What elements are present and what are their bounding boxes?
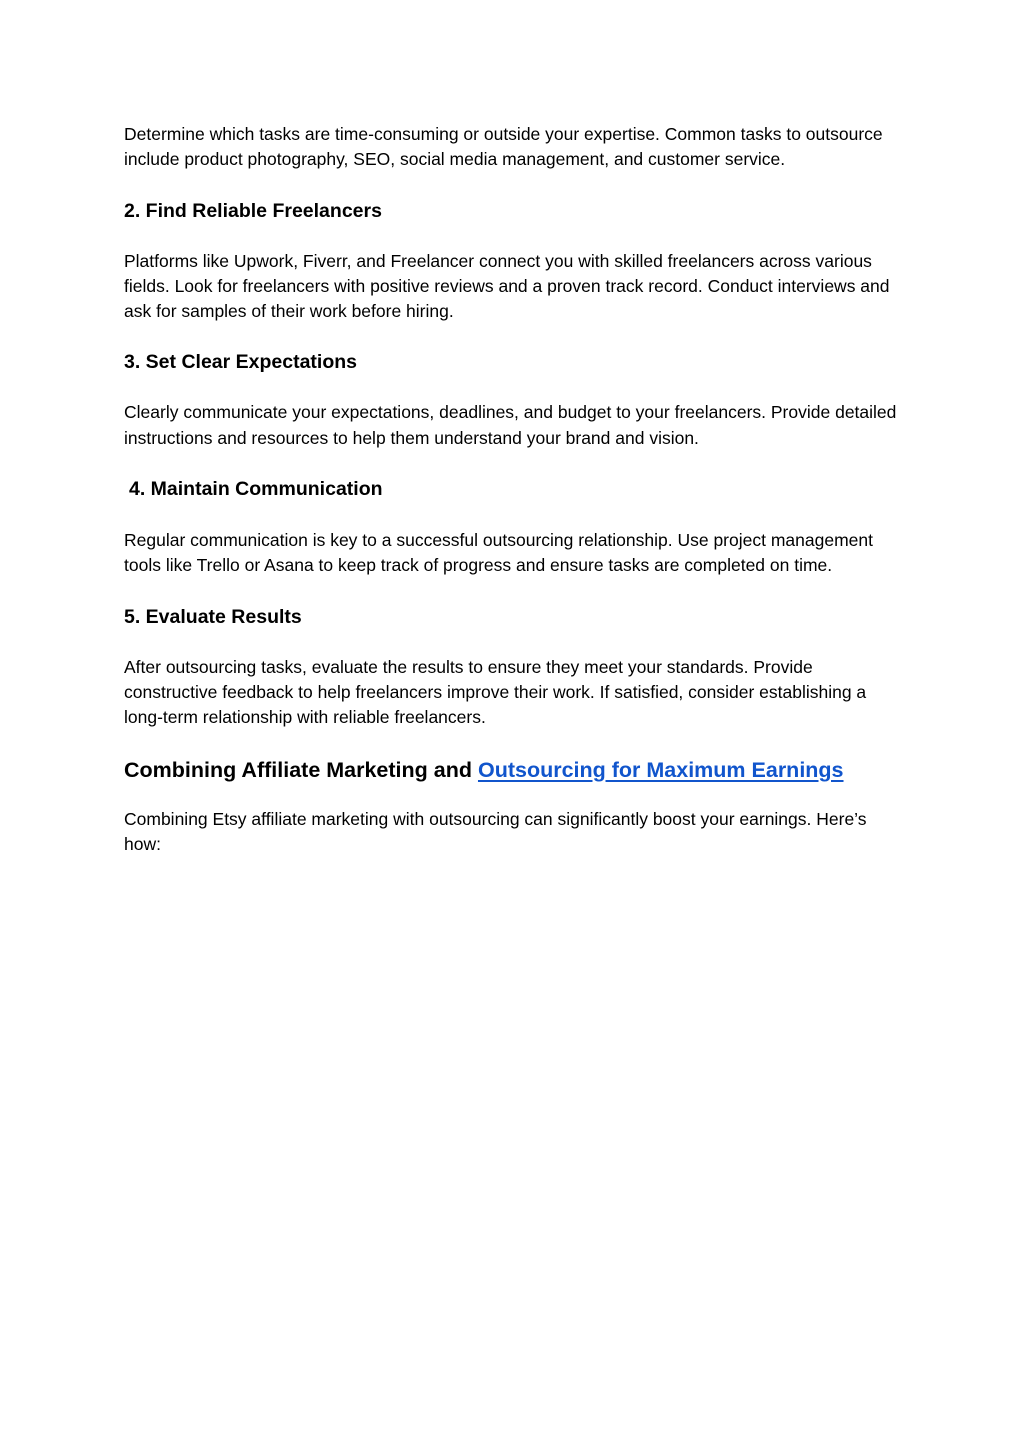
heading-maintain-communication: 4. Maintain Communication (129, 478, 383, 501)
paragraph-set-expectations: Clearly communicate your expectations, deadlines, and budget to your freelancers. Provide detailed instructions and resources to help them understand your brand and vision. (124, 402, 897, 448)
heading-find-reliable-freelancers: 2. Find Reliable Freelancers (124, 199, 382, 222)
paragraph-maintain-communication: Regular communication is key to a successful outsourcing relationship. Use project management tools like Trello or Asana to keep track of progress and ensure tasks are completed on time. (124, 530, 873, 576)
section-heading-combining (124, 756, 904, 784)
paragraph-find-freelancers: Platforms like Upwork, Fiverr, and Freelancer connect you with skilled freelancers across various fields. Look for freelancers with positive reviews and a proven track record. Conduct interviews and ask for samples of their work before hiring. (124, 250, 890, 322)
outsourcing-earnings-link[interactable]: Outsourcing for Maximum Earnings (477, 757, 844, 782)
paragraph-evaluate-results: After outsourcing tasks, evaluate the results to ensure they meet your standards. Provide constructive feedback to help freelancers improve their work. If satisfied, consider establishing a long-term relationship with reliable freelancers. (124, 656, 867, 728)
heading-set-clear-expectations: 3. Set Clear Expectations (124, 351, 358, 374)
document-page (124, 122, 904, 857)
section-heading-prefix: Combining Affiliate Marketing and (124, 757, 478, 782)
paragraph-identify-tasks: Determine which tasks are time-consuming or outside your expertise. Common tasks to outsource include product photography, SEO, social media management, and customer service. (124, 124, 883, 170)
heading-evaluate-results: 5. Evaluate Results (124, 605, 302, 628)
paragraph-combining: Combining Etsy affiliate marketing with outsourcing can significantly boost your earnings. Here’s how: (124, 808, 867, 854)
